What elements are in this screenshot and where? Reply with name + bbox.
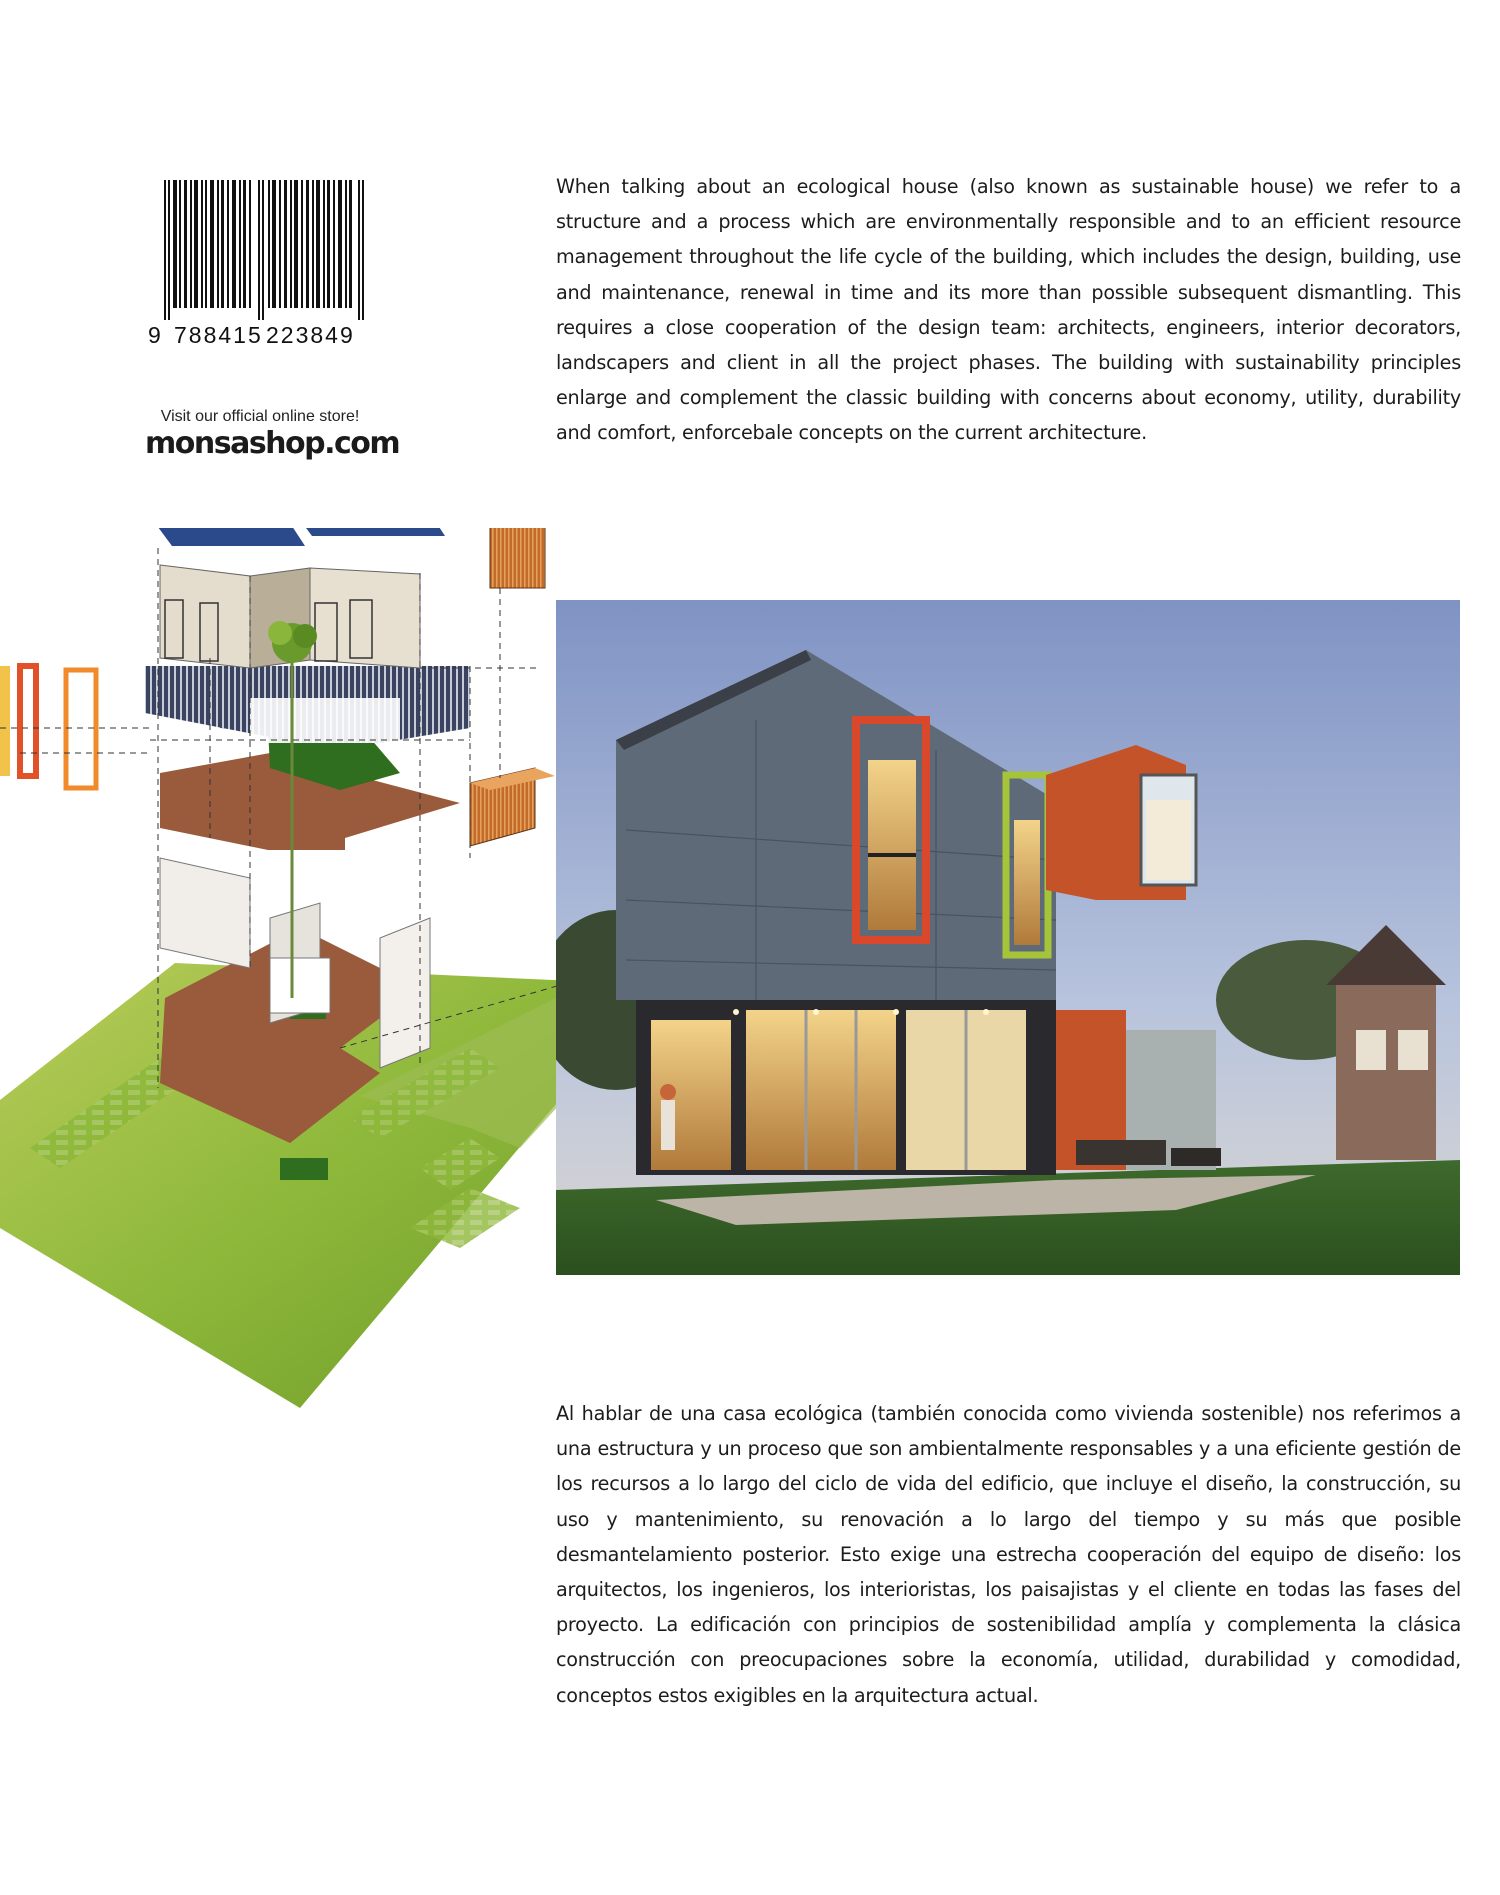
spanish-paragraph: Al hablar de una casa ecológica (también conocida como vivienda sostenible) nos referimos a una estructura y un proceso que son ambientalmente responsables y a una eficiente gestión de los recursos a lo largo del ciclo de vida del edificio, que incluye el diseño, la construcción, su uso y mantenimiento, su renovación a lo largo del tiempo y su más que posible desmantelamiento posterior. Esto exige una estrecha cooperación del equipo de diseño: los arquitectos, los ingenieros, los interioristas, los paisajistas y el cliente en todas las fases del proyecto. La edificación con principios de sostenibilidad amplía y complementa la clásica construcción con preocupaciones sobre la economía, utilidad, durabilidad y comodidad, conceptos estos exigibles en la arquitectura actual. [556,1402,1461,1707]
barcode-icon [164,180,364,320]
isbn-digit-first: 9 [148,322,163,348]
english-paragraph: When talking about an ecological house (also known as sustainable house) we refer to a structure and a process which are environmentally responsible and to an efficient resource management throughout the life cycle of the building, which includes the design, building, use and maintenance, renewal in time and its more than possible subsequent dismantling. This requires a close cooperation of the design team: architects, engineers, interior decorators, landscapers and client in all the project phases. The building with sustainability principles enlarge and complement the classic building with concerns about economy, utility, durability and comfort, enforcebale concepts on the current architecture. [556,175,1461,445]
house-photo [556,600,1460,1275]
isbn-barcode [148,180,373,355]
house-photo-image [556,600,1460,1275]
exploded-house-diagram [0,528,620,1428]
isbn-number [148,320,373,354]
isbn-digits-right: 223849 [266,322,355,348]
store-logo[interactable]: monsashop.com [145,426,400,461]
isbn-digits-left: 788415 [174,322,263,348]
store-tagline: Visit our official online store! [160,408,360,425]
